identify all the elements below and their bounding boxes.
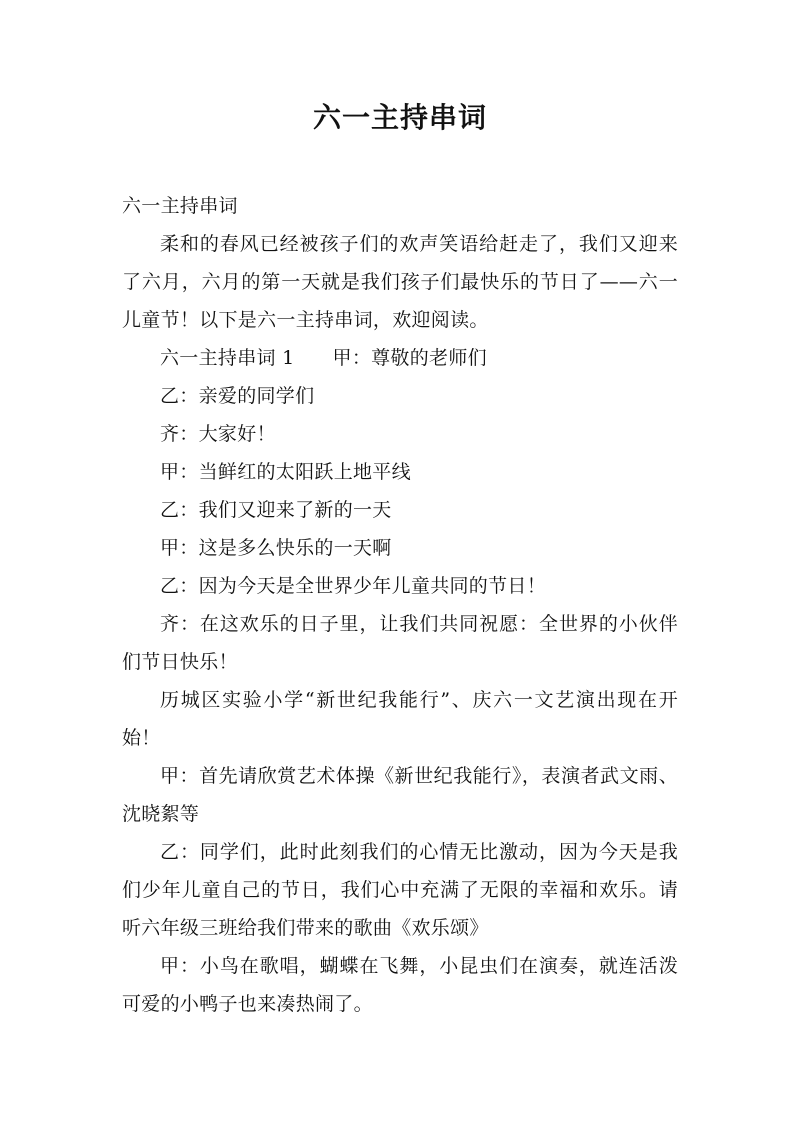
script-line: 甲：当鲜红的太阳跃上地平线 bbox=[160, 461, 411, 483]
script-section-start bbox=[122, 339, 678, 377]
script-line: 乙：同学们，此时此刻我们的心情无比激动，因为今天是我们少年儿童自己的节日，我们心中充满了无限的幸福和欢乐。请听六年级三班给我们带来的歌曲《欢乐颂》 bbox=[122, 841, 678, 939]
document-body bbox=[122, 187, 678, 1023]
intro-paragraph: 柔和的春风已经被孩子们的欢声笑语给赶走了，我们又迎来了六月，六月的第一天就是我们孩子们最快乐的节日了——六一儿童节！以下是六一主持串词，欢迎阅读。 bbox=[122, 233, 678, 331]
script-line: 乙：我们又迎来了新的一天 bbox=[160, 499, 392, 521]
document-title: 六一主持串词 bbox=[312, 101, 487, 134]
section-heading: 六一主持串词 bbox=[122, 195, 238, 217]
script-line: 齐：在这欢乐的日子里，让我们共同祝愿：全世界的小伙伴们节日快乐！ bbox=[122, 613, 678, 673]
script-line: 历城区实验小学“新世纪我能行”、庆六一文艺演出现在开始！ bbox=[122, 689, 678, 749]
script-line: 甲：尊敬的老师们 bbox=[332, 347, 487, 369]
script-line: 甲：这是多么快乐的一天啊 bbox=[160, 537, 392, 559]
section-label: 六一主持串词 1 bbox=[160, 347, 295, 369]
script-line: 乙：因为今天是全世界少年儿童共同的节日！ bbox=[160, 575, 547, 597]
script-line: 齐：大家好！ bbox=[160, 423, 276, 445]
script-line: 甲：小鸟在歌唱，蝴蝶在飞舞，小昆虫们在演奏，就连活泼可爱的小鸭子也来凑热闹了。 bbox=[122, 955, 678, 1015]
script-line: 乙：亲爱的同学们 bbox=[160, 385, 315, 407]
script-line: 甲：首先请欣赏艺术体操《新世纪我能行》，表演者武文雨、沈晓絮等 bbox=[122, 765, 678, 825]
